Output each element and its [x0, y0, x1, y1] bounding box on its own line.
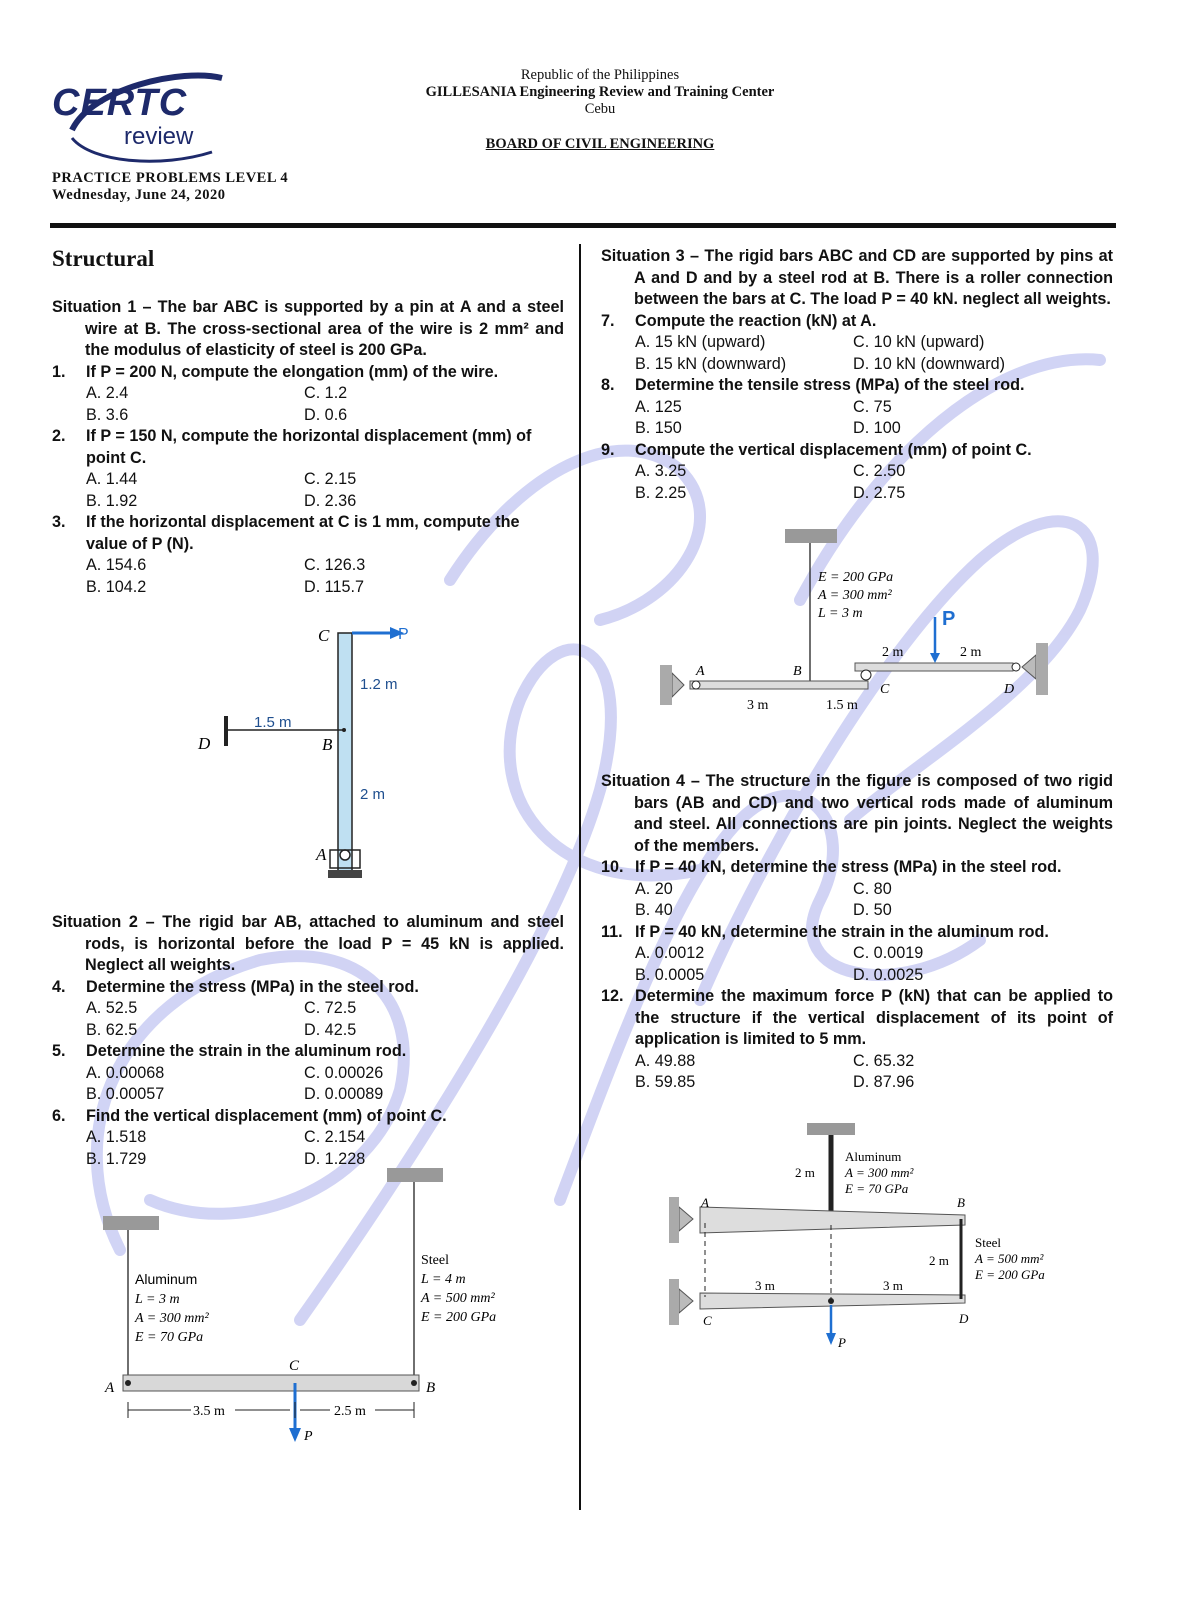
city: Cebu	[584, 101, 616, 117]
fig2-label-P: P	[304, 1429, 313, 1444]
fig3-dim-2: 2 m	[960, 645, 982, 660]
fig3-label-P: P	[942, 608, 956, 630]
fig2-label-C: C	[289, 1358, 300, 1374]
situation-4-text: Situation 4 – The structure in the figure is composed of two rigid bars (AB and CD) and two vertical rods made of aluminum and steel. All connections are pin joints. Neglect the weights of the members.	[601, 772, 1113, 855]
figure-situation-3	[650, 525, 1090, 725]
fig1-label-B: B	[322, 735, 333, 754]
situation-1	[52, 297, 564, 598]
fig4-al-E: E = 70 GPa	[845, 1181, 909, 1196]
question-11-choices: A. 0.0012 C. 0.0019 B. 0.0005 D. 0.0025	[635, 944, 924, 984]
fig1-label-C: C	[318, 626, 330, 645]
question-6-choices: A. 1.518 C. 2.154 B. 1.729 D. 1.228	[86, 1128, 366, 1168]
fig4-label-D: D	[959, 1311, 969, 1326]
fig3-dim-3: 3 m	[747, 698, 769, 713]
fig4-label-A: A	[701, 1195, 709, 1210]
logo-bottom-text: review	[124, 123, 194, 150]
question-1-choices: A. 2.4 C. 1.2 B. 3.6 D. 0.6	[86, 384, 348, 424]
republic-line: Republic of the Philippines	[520, 67, 680, 83]
question-5-choices: A. 0.00068 C. 0.00026 B. 0.00057 D. 0.00089	[86, 1063, 384, 1103]
fig3-A-area: A = 300 mm²	[818, 588, 892, 603]
fig3-E: E = 200 GPa	[818, 570, 894, 585]
situation-2	[52, 912, 564, 1170]
fig2-st-name: Steel	[421, 1253, 449, 1268]
fig3-label-C: C	[880, 682, 890, 697]
question-9: 9. Compute the vertical displacement (mm) of point C.	[601, 440, 1032, 459]
logo-top-text: CERTC	[52, 82, 188, 124]
situation-2-text: Situation 2 – The rigid bar AB, attached to aluminum and steel rods, is horizontal before the load P = 45 kN is applied. Neglect all weights.	[52, 913, 564, 974]
question-6: 6. Find the vertical displacement (mm) of point C.	[52, 1106, 447, 1125]
fig2-al-name: Aluminum	[135, 1271, 198, 1287]
fig3-label-B: B	[793, 664, 802, 679]
fig2-st-L: L = 4 m	[421, 1272, 466, 1287]
question-12: 12. Determine the maximum force P (kN) that can be applied to the structure if the vertical displacement of its point of application is limited to 5 mm.	[601, 987, 1113, 1048]
fig4-label-P: P	[838, 1335, 846, 1350]
practice-title: PRACTICE PROBLEMS LEVEL 4	[52, 170, 289, 186]
fig2-al-E: E = 70 GPa	[135, 1330, 204, 1345]
fig4-al-A: A = 300 mm²	[845, 1165, 914, 1180]
fig4-st-name: Steel	[975, 1235, 1001, 1250]
fig1-label-A: A	[316, 845, 327, 864]
fig4-label-B: B	[957, 1195, 965, 1210]
fig4-label-C: C	[703, 1313, 712, 1328]
question-2-choices: A. 1.44 C. 2.15 B. 1.92 D. 2.36	[86, 470, 357, 510]
question-1: 1. If P = 200 N, compute the elongation (mm) of the wire.	[52, 362, 499, 381]
question-3-choices: A. 154.6 C. 126.3 B. 104.2 D. 115.7	[86, 556, 366, 596]
fig1-label-P: P	[398, 626, 409, 643]
fig4-dim-1: 3 m	[755, 1278, 775, 1293]
fig1-len-3: 2 m	[360, 786, 386, 803]
fig4-al-name: Aluminum	[845, 1149, 902, 1164]
question-2: 2. If P = 150 N, compute the horizontal displacement (mm) of point C.	[52, 427, 532, 467]
fig4-st-len: 2 m	[929, 1253, 949, 1268]
question-9-choices: A. 3.25 C. 2.50 B. 2.25 D. 2.75	[635, 462, 906, 502]
practice-date: Wednesday, June 24, 2020	[52, 187, 226, 203]
column-divider	[579, 244, 581, 1510]
fig3-dim-4: 1.5 m	[826, 698, 858, 713]
center-name: GILLESANIA Engineering Review and Training Center	[425, 84, 775, 100]
fig1-label-D: D	[198, 734, 211, 753]
fig4-st-A: A = 500 mm²	[975, 1251, 1044, 1266]
fig3-label-A: A	[696, 664, 705, 679]
fig1-len-1: 1.2 m	[360, 676, 398, 693]
fig2-label-A: A	[105, 1380, 115, 1396]
subject-title: Structural	[52, 246, 155, 271]
situation-4	[601, 771, 1113, 1094]
figure-situation-4	[665, 1115, 1085, 1355]
fig3-dim-1: 2 m	[882, 645, 904, 660]
question-10: 10. If P = 40 kN, determine the stress (MPa) in the steel rod.	[601, 858, 1062, 876]
fig2-al-L: L = 3 m	[135, 1292, 180, 1307]
situation-1-text: Situation 1 – The bar ABC is supported by a pin at A and a steel wire at B. The cross-sectional area of the wire is 2 mm² and the modulus of elasticity of steel is 200 GPa.	[52, 298, 564, 359]
fig2-label-B: B	[426, 1380, 436, 1396]
question-10-choices: A. 20 C. 80 B. 40 D. 50	[635, 879, 892, 919]
situation-3	[601, 246, 1113, 504]
fig3-L: L = 3 m	[818, 606, 863, 621]
board-title: BOARD OF CIVIL ENGINEERING	[485, 136, 715, 152]
fig2-st-E: E = 200 GPa	[421, 1310, 497, 1325]
fig2-st-A: A = 500 mm²	[421, 1291, 495, 1306]
fig4-st-E: E = 200 GPa	[975, 1267, 1045, 1282]
question-7: 7. Compute the reaction (kN) at A.	[601, 311, 877, 330]
question-8-choices: A. 125 C. 75 B. 150 D. 100	[635, 397, 901, 437]
fig1-len-2: 1.5 m	[254, 714, 292, 731]
question-8: 8. Determine the tensile stress (MPa) of the steel rod.	[601, 376, 1025, 394]
question-3: 3. If the horizontal displacement at C is 1 mm, compute the value of P (N).	[52, 513, 520, 553]
figure-situation-2	[95, 1160, 535, 1450]
fig2-al-A: A = 300 mm²	[135, 1311, 209, 1326]
question-5: 5. Determine the strain in the aluminum rod.	[52, 1042, 407, 1060]
header-rule	[50, 223, 1116, 228]
fig4-al-len: 2 m	[795, 1165, 815, 1180]
fig2-dim-1: 3.5 m	[193, 1404, 225, 1419]
situation-3-text: Situation 3 – The rigid bars ABC and CD are supported by pins at A and D and by a steel rod at B. There is a roller connection between the bars at C. The load P = 40 kN. neglect all weights.	[601, 247, 1113, 308]
fig2-dim-2: 2.5 m	[334, 1404, 366, 1419]
fig4-dim-2: 3 m	[883, 1278, 903, 1293]
question-4-choices: A. 52.5 C. 72.5 B. 62.5 D. 42.5	[86, 999, 357, 1039]
fig3-label-D: D	[1004, 682, 1015, 697]
logo	[52, 68, 232, 163]
question-7-choices: A. 15 kN (upward) C. 10 kN (upward) B. 15 kN (downward) D. 10 kN (downward)	[635, 333, 1006, 373]
question-12-choices: A. 49.88 C. 65.32 B. 59.85 D. 87.96	[635, 1051, 915, 1091]
question-11: 11. If P = 40 kN, determine the strain in the aluminum rod.	[601, 922, 1049, 941]
figure-situation-1	[190, 615, 450, 890]
question-4: 4. Determine the stress (MPa) in the steel rod.	[52, 977, 419, 996]
